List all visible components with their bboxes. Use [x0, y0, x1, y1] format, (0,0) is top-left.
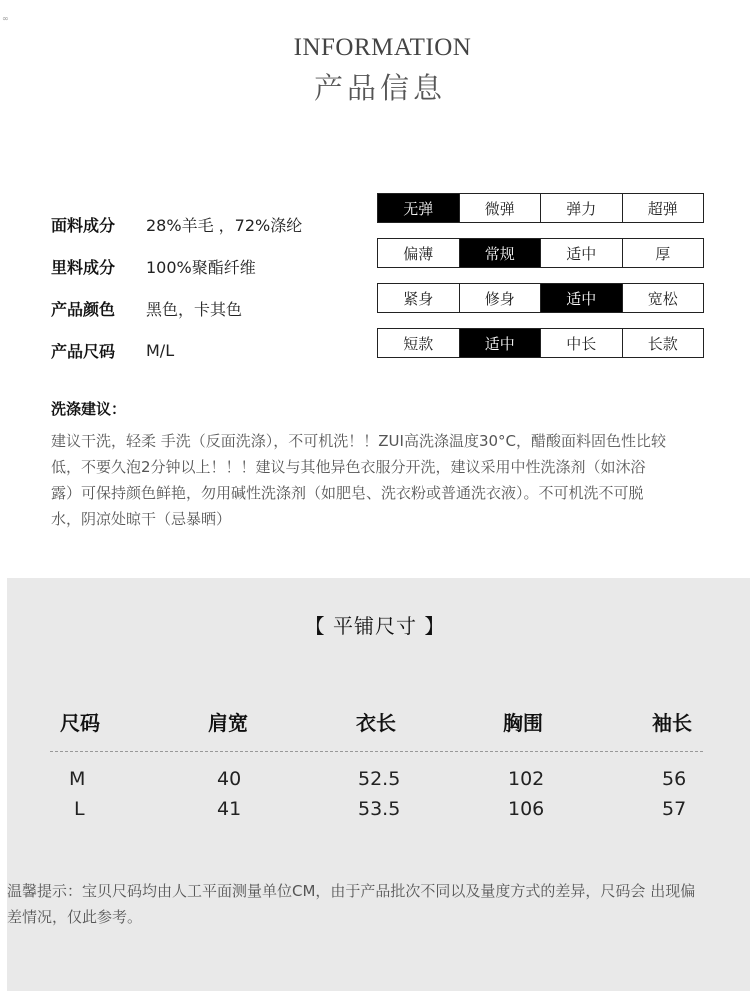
scale-option: 弹力	[540, 194, 622, 222]
scale-option: 中长	[540, 329, 622, 357]
wash-text	[51, 428, 711, 532]
size-header: 袖长	[652, 711, 692, 735]
size-header: 尺码	[60, 711, 100, 735]
spec-value: 100%聚酯纤维	[146, 258, 256, 277]
spec-row-fabric	[51, 213, 302, 236]
wash-line: 露）可保持颜色鲜艳，勿用碱性洗涤剂（如肥皂、洗衣粉或普通洗衣液）。不可机洗不可脱	[51, 484, 644, 502]
spec-value: 28%羊毛 ，72%涤纶	[146, 216, 303, 235]
spec-label: 面料成分	[51, 216, 116, 235]
size-cell: 41	[217, 798, 242, 820]
scale-option: 微弹	[459, 194, 541, 222]
scale-option: 紧身	[403, 289, 434, 308]
note-line: 温馨提示：宝贝尺码均由人工平面测量单位CM，由于产品批次不同以及量度方式的差异，尺码会 出现偏	[7, 882, 696, 900]
size-cell: L	[74, 798, 85, 820]
scale-option: 无弹	[378, 194, 459, 222]
spec-value: 黑色，卡其色	[146, 300, 243, 319]
scale-length	[377, 328, 704, 358]
spec-value: M/L	[146, 341, 175, 360]
spec-label: 产品颜色	[51, 300, 116, 319]
size-header: 肩宽	[208, 711, 248, 735]
scale-option: 适中	[459, 329, 541, 357]
title-english: INFORMATION	[293, 34, 472, 61]
size-header: 胸围	[503, 711, 543, 735]
spec-row-color	[51, 297, 242, 320]
wash-line: 建议干洗，轻柔 手洗（反面洗涤），不可机洗！！ZUI高洗涤温度30°C，醋酸面料固色性比较	[51, 432, 667, 450]
spec-label: 产品尺码	[51, 342, 116, 361]
scale-option: 宽松	[622, 284, 704, 312]
wash-line: 低，不要久泡2分钟以上！！！建议与其他异色衣服分开洗，建议采用中性洗涤剂（如沐浴	[51, 458, 646, 476]
scale-option: 适中	[540, 284, 622, 312]
scale-option: 短款	[403, 334, 434, 353]
scale-option: 超弹	[622, 194, 704, 222]
spec-row-lining	[51, 255, 256, 278]
size-cell: M	[69, 768, 86, 790]
size-cell: 57	[662, 798, 687, 820]
size-header: 衣长	[356, 711, 396, 735]
spec-row-size	[51, 339, 174, 362]
scale-option: 偏薄	[403, 244, 434, 263]
wash-line: 水，阴凉处晾干（忌暴晒）	[51, 510, 232, 528]
table-divider	[50, 751, 703, 752]
scale-option: 修身	[459, 284, 541, 312]
size-cell: 102	[508, 768, 545, 790]
size-cell: 52.5	[358, 768, 401, 790]
scale-option: 厚	[622, 239, 704, 267]
size-note	[7, 878, 747, 930]
wash-heading: 洗涤建议：	[51, 400, 127, 418]
scale-elasticity	[377, 193, 704, 223]
scale-option: 适中	[540, 239, 622, 267]
size-cell: 56	[662, 768, 687, 790]
size-cell: 40	[217, 768, 242, 790]
title-chinese: 产品信息	[313, 71, 446, 105]
scale-option: 长款	[622, 329, 704, 357]
scale-fit	[377, 283, 704, 313]
scale-thickness	[377, 238, 704, 268]
spec-label: 里料成分	[51, 258, 116, 277]
scale-option: 常规	[459, 239, 541, 267]
size-cell: 106	[508, 798, 545, 820]
note-line: 差情况，仅此参考。	[7, 908, 143, 926]
corner-mark: ∞	[2, 14, 9, 23]
size-panel-title: 【 平铺尺寸 】	[304, 614, 446, 638]
size-cell: 53.5	[358, 798, 401, 820]
